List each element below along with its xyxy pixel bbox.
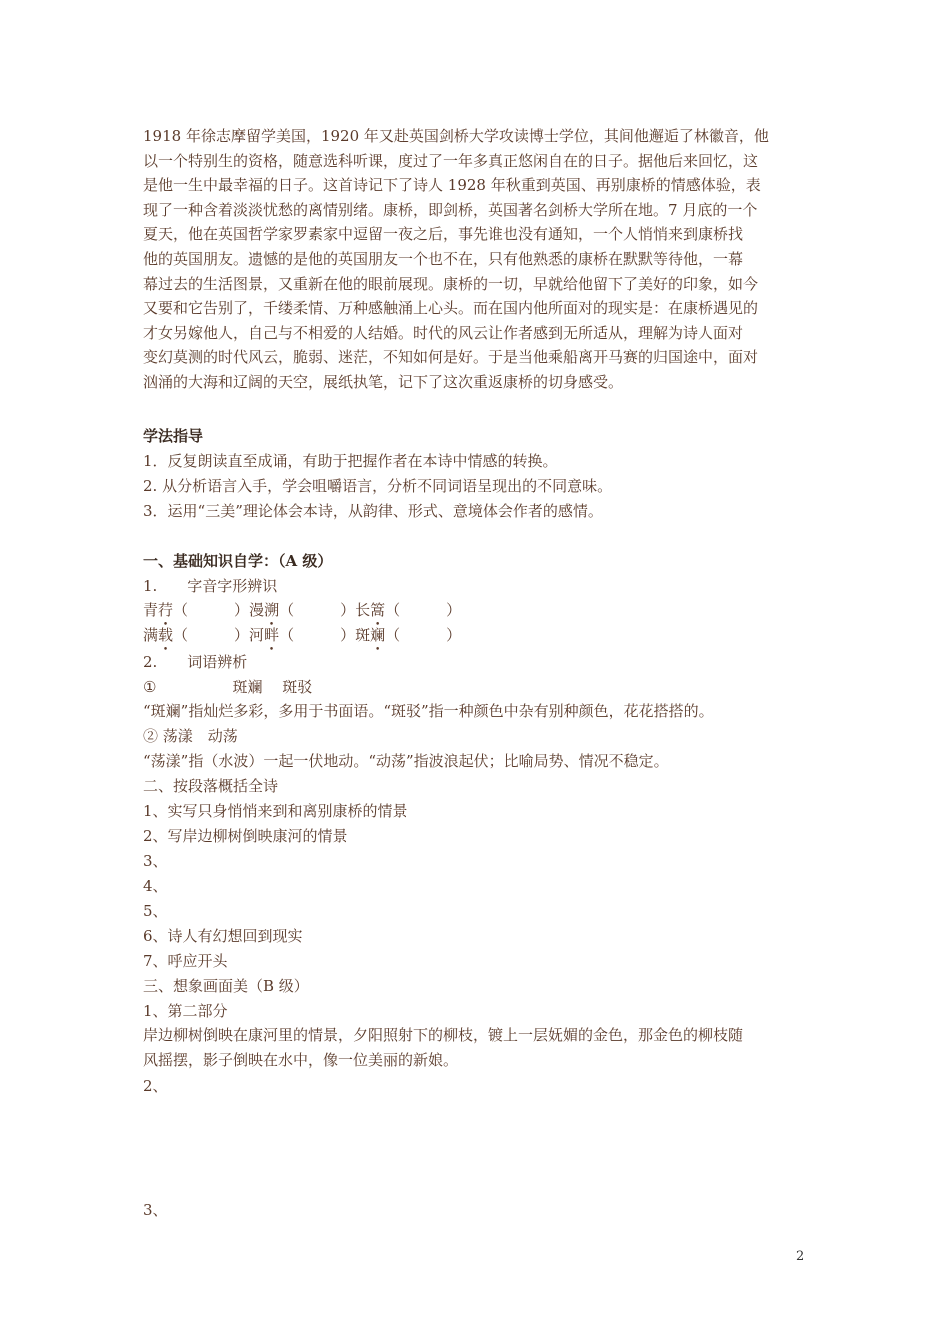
- summary-item: 6、诗人有幻想回到现实: [143, 927, 303, 945]
- section3-text: 风摇摆，影子倒映在水中，像一位美丽的新娘。: [143, 1051, 459, 1069]
- summary-item: 1、实写只身悄悄来到和离别康桥的情景: [143, 802, 408, 820]
- page-number: 2: [796, 1249, 805, 1264]
- section3-sub2: 2、: [143, 1077, 168, 1095]
- section3-heading: 三、想象画面美（B 级）: [143, 977, 309, 995]
- section3-text: 岸边柳树倒映在康河里的情景，夕阳照射下的柳枝，镀上一层妩媚的金色，那金色的柳枝随: [143, 1026, 744, 1044]
- dotted-char: 畔: [264, 626, 280, 644]
- method-item: 1．反复朗读直至成诵，有助于把握作者在本诗中情感的转换。: [143, 452, 558, 470]
- section2-heading: 二、按段落概括全诗: [143, 777, 279, 795]
- dotted-char: 篙: [370, 601, 386, 619]
- summary-item: 2、写岸边柳树倒映康河的情景: [143, 827, 348, 845]
- intro-line: 幕过去的生活图景，又重新在他的眼前展现。康桥的一切，早就给他留下了美好的印象，如今: [143, 274, 759, 293]
- intro-line: 他的英国朋友。遗憾的是他的英国朋友一个也不在，只有他熟悉的康桥在默默等待他，一幕: [143, 249, 744, 268]
- word-pair-1: ① 斑斓 斑驳: [143, 678, 313, 696]
- intro-paragraph: [143, 124, 811, 395]
- word-pair-2: ② 荡漾 动荡: [143, 727, 238, 745]
- pronunciation-row-1: 青荇（ ）漫溯（ ）长篙（ ）: [143, 601, 462, 619]
- summary-item: 5、: [143, 902, 168, 920]
- intro-line: 夏天，他在英国哲学家罗素家中逗留一夜之后，事先谁也没有通知，一个人悄悄来到康桥找: [143, 225, 744, 244]
- intro-line: 1918 年徐志摩留学美国，1920 年又赴英国剑桥大学攻读博士学位，其间他邂逅了林徽音，他: [143, 127, 769, 145]
- intro-line: 才女另嫁他人，自己与不相爱的人结婚。时代的风云让作者感到无所适从，理解为诗人面对: [143, 323, 744, 342]
- section3-sub1: 1、第二部分: [143, 1002, 228, 1020]
- pronunciation-row-2: 满载（ ）河畔（ ）斑斓（ ）: [143, 626, 462, 644]
- summary-item: 4、: [143, 877, 168, 895]
- dotted-char: 荇: [158, 601, 174, 619]
- summary-item: 3、: [143, 852, 168, 870]
- word-pair-2-explanation: “荡漾”指（水波）一起一伏地动。“动荡”指波浪起伏；比喻局势、情况不稳定。: [143, 752, 669, 770]
- method-item: 2. 从分析语言入手，学会咀嚼语言，分析不同词语呈现出的不同意味。: [143, 477, 613, 495]
- dotted-char: 溯: [264, 601, 280, 619]
- dotted-char: 载: [158, 626, 174, 644]
- question2-title: 2. 词语辨析: [143, 653, 248, 671]
- intro-line: 以一个特别生的资格，随意选科听课，度过了一年多真正悠闲自在的日子。据他后来回忆，这: [143, 151, 759, 170]
- word-pair-1-explanation: “斑斓”指灿烂多彩，多用于书面语。“斑驳”指一种颜色中杂有别种颜色，花花搭搭的。: [143, 702, 714, 720]
- method-item: 3．运用“三美”理论体会本诗，从韵律、形式、意境体会作者的感情。: [143, 502, 603, 520]
- intro-line: 变幻莫测的时代风云，脆弱、迷茫，不知如何是好。于是当他乘船离开马赛的归国途中，面对: [143, 348, 759, 367]
- method-heading: 学法指导: [143, 427, 204, 445]
- dotted-char: 斓: [370, 626, 386, 644]
- section1-heading: 一、基础知识自学：（A 级）: [143, 552, 333, 570]
- intro-line: 现了一种含着淡淡忧愁的离情别绪。康桥，即剑桥，英国著名剑桥大学所在地。7 月底的一个: [143, 200, 758, 219]
- section3-sub3: 3、: [143, 1201, 168, 1219]
- intro-line: 汹涌的大海和辽阔的天空，展纸执笔，记下了这次重返康桥的切身感受。: [143, 372, 624, 391]
- intro-line: 又要和它告别了，千缕柔情、万种感触涌上心头。而在国内他所面对的现实是：在康桥遇见的: [143, 299, 759, 318]
- intro-line: 是他一生中最幸福的日子。这首诗记下了诗人 1928 年秋重到英国、再别康桥的情感体验，表: [143, 176, 761, 195]
- summary-item: 7、呼应开头: [143, 952, 228, 970]
- question1-title: 1. 字音字形辨识: [143, 577, 278, 595]
